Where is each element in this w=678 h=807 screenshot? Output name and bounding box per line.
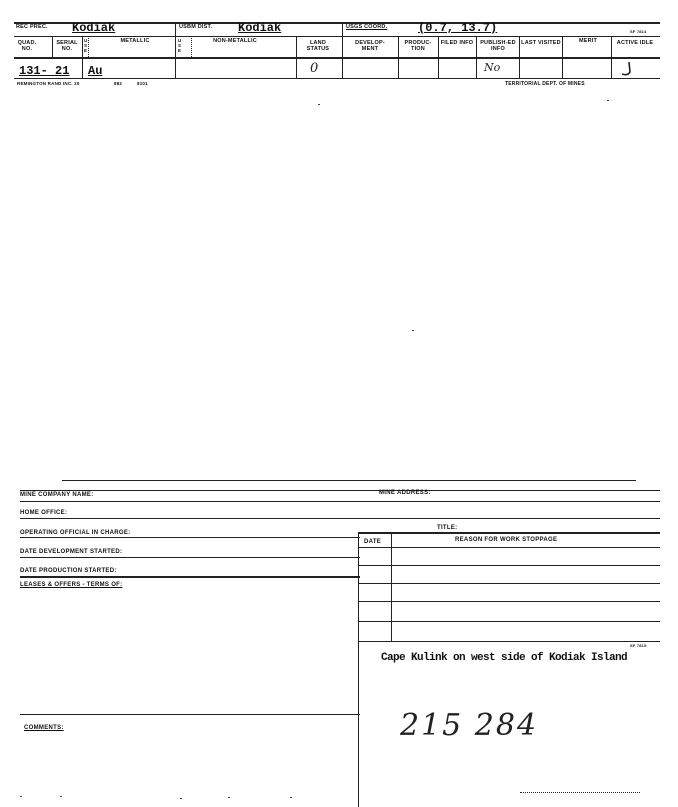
comments-label: COMMENTS:	[24, 725, 64, 731]
rec-prec-value: Kodiak	[72, 21, 116, 35]
printer-credit: REMINGTON RAND INC. 20	[17, 81, 80, 86]
date-production-label: DATE PRODUCTION STARTED:	[20, 568, 117, 574]
location-text: Cape Kulink on west side of Kodiak Island	[381, 652, 628, 664]
col-production: PRODUC-TION	[404, 40, 432, 52]
handwritten-note: 215 284	[400, 708, 539, 743]
col-development: DEVELOP-MENT	[355, 40, 385, 52]
record-land-status: 0	[310, 61, 319, 76]
date-development-label: DATE DEVELOPMENT STARTED:	[20, 549, 123, 555]
operating-official-label: OPERATING OFFICIAL IN CHARGE:	[20, 530, 131, 536]
record-quad-serial: 131- 21	[19, 64, 70, 78]
col-use-metallic: USE	[84, 38, 88, 53]
col-filed-info: FILED INFO	[440, 40, 474, 46]
col-land-status: LAND STATUS	[306, 40, 330, 52]
title-label: TITLE:	[437, 525, 458, 531]
usbm-dist-label: USBM DIST.	[179, 24, 213, 30]
usgs-coord-label: USGS COORD.	[346, 24, 388, 30]
col-last-visited: LAST VISITED	[521, 40, 561, 46]
home-office-label: HOME OFFICE:	[20, 510, 68, 516]
col-serial: SERIAL NO.	[56, 40, 78, 52]
department-name: TERRITORIAL DEPT. OF MINES	[505, 81, 585, 87]
col-quad: QUAD. NO.	[17, 40, 37, 52]
record-metallic: Au	[88, 64, 103, 78]
date-column-header: DATE	[364, 539, 382, 545]
leases-label: LEASES & OFFERS - TERMS OF:	[20, 582, 123, 588]
usgs-coord-value: (0.7, 13.7)	[418, 21, 498, 35]
col-metallic: METALLIC	[120, 38, 150, 44]
mine-company-label: MINE COMPANY NAME:	[20, 492, 94, 498]
form-number-2: SF 7815	[630, 643, 647, 648]
col-nonmetallic: NON-METALLIC	[213, 38, 257, 44]
form-number: SF 7814	[630, 29, 647, 34]
record-published-info: No	[484, 61, 501, 74]
col-published-info: PUBLISH-ED INFO	[480, 40, 516, 52]
print-code-2: 8101	[137, 81, 148, 86]
check-mark-icon	[618, 60, 638, 78]
print-code-1: 882	[114, 81, 123, 86]
col-active-idle: ACTIVE IDLE	[616, 40, 654, 46]
mine-address-label: MINE ADDRESS:	[379, 490, 431, 496]
usbm-dist-value: Kodiak	[238, 21, 282, 35]
col-use-nonmetallic: USE	[178, 38, 182, 53]
rec-prec-label: REC PREC.	[16, 24, 48, 30]
col-merit: MERIT	[578, 38, 598, 44]
reason-column-header: REASON FOR WORK STOPPAGE	[455, 537, 558, 543]
